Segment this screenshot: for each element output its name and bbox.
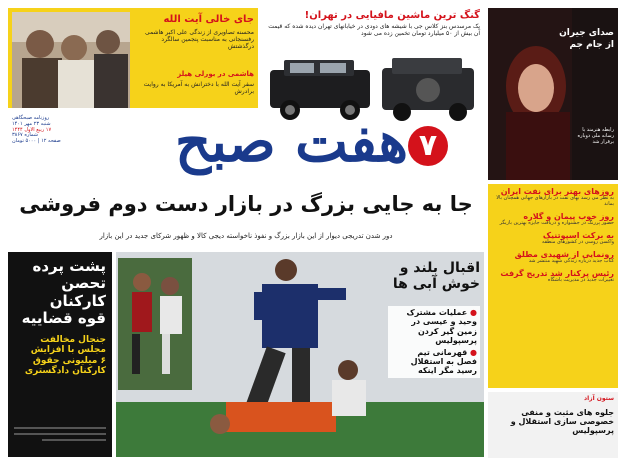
sports-bullet-line: رسید مگر اینکه bbox=[417, 366, 477, 376]
left-panel-body-line: کارکنان دادگستری bbox=[24, 366, 106, 377]
bullet-icon: ● bbox=[467, 347, 477, 357]
logo-text: هفت صبح bbox=[175, 109, 408, 175]
sports-bullet-line: فصل به استقلال bbox=[410, 357, 477, 367]
logo-digit: ۷ bbox=[418, 128, 438, 163]
edition-info-line: شماره ۳۸۶۷ bbox=[12, 132, 38, 139]
logo[interactable] bbox=[118, 110, 448, 188]
rafsanjani-photo-illustration bbox=[12, 12, 130, 108]
bottom-right-column[interactable] bbox=[488, 392, 618, 458]
top-left-subheadline: هاشمی در بورلی هیلز bbox=[177, 70, 254, 78]
main-subheadline: دور شدن تدریجی دیوار از این بازار بزرگ و نفوذ ناخواسته دیجی کالا و ظهور شرکای جدید در این بازار bbox=[99, 232, 393, 240]
right-news-item-title: به برکت اسپوتنیک bbox=[542, 230, 614, 240]
left-panel-title bbox=[14, 258, 106, 327]
right-news-item[interactable] bbox=[492, 250, 614, 265]
right-news-item-title: رونمایی از شهیدی مطلق bbox=[514, 249, 614, 259]
fineprint-line bbox=[42, 439, 106, 441]
right-column bbox=[488, 8, 618, 388]
left-panel-fineprint bbox=[14, 423, 106, 451]
left-panel-title-line: تحصن bbox=[61, 274, 106, 293]
logo-digit-badge bbox=[408, 126, 448, 166]
sports-title-line: خوش آبی ها bbox=[392, 276, 480, 293]
right-news-item-body: کتاب جدید درباره زندگی شهید منتشر شد bbox=[528, 257, 614, 264]
right-news-item[interactable] bbox=[492, 212, 614, 227]
top-left-headline: جای خالی آیت الله bbox=[163, 14, 254, 25]
edition-info bbox=[12, 116, 82, 145]
right-news-item-body: واکسن روسی در کشورهای منطقه bbox=[541, 238, 614, 245]
edition-info-line: صفحه ۱۲ | ۵۰۰۰ تومان bbox=[12, 138, 61, 144]
right-news-item[interactable] bbox=[492, 269, 614, 284]
left-panel-body-line: مجلس با افزایش bbox=[30, 345, 106, 356]
sports-bullets bbox=[388, 306, 480, 377]
left-story-panel[interactable] bbox=[8, 252, 112, 457]
sports-bullet-line bbox=[391, 348, 477, 357]
masthead bbox=[8, 110, 484, 190]
actress-caption-title: صدای جیران bbox=[559, 28, 614, 38]
sports-bullet-line: وحید و عیسی در bbox=[411, 317, 477, 327]
top-left-subbody: سفر آیت الله با دخترانش به آمریکا به روایت برادرش bbox=[143, 81, 254, 95]
left-panel-title-line: کارکنان bbox=[49, 291, 106, 310]
column-title: جلوه های مثبت و منفی خصوصی سازی استقلال و پرسپولیس bbox=[510, 408, 614, 436]
actress-side-text: رابطه هنرمند با رسانه ملی دوباره برقرار شد bbox=[577, 127, 614, 145]
right-news-item[interactable] bbox=[492, 231, 614, 246]
left-panel-title-line: قوه قضاییه bbox=[21, 308, 106, 327]
left-panel-body-line: ۶ میلیونی حقوق bbox=[32, 355, 106, 366]
sports-bullet-text: قهرمانی تیم bbox=[417, 347, 468, 357]
rafsanjani-photo bbox=[12, 12, 130, 108]
left-panel-body bbox=[14, 335, 106, 376]
edition-info-line: شنبه ۲۳ مهر ۱۴۰۱ bbox=[12, 120, 51, 127]
right-news-item-title: روز خوب پیمان و گلاره bbox=[523, 211, 614, 221]
top-left-story-panel bbox=[8, 8, 258, 108]
left-panel-body-line: جنجال مخالفت bbox=[40, 335, 106, 345]
right-news-item-title: روزهای بهتر برای نفت ایران bbox=[500, 187, 614, 196]
sports-bullet-text: عملیات مشترک bbox=[406, 308, 468, 318]
car-story-body: یک مرسدس بنز کلاس جی با شیشه های دودی در خیابانهای تهران دیده شده که قیمت آن بیش از ۵۰ میلیارد تومان تخمین زده می شود bbox=[268, 23, 480, 37]
sports-bullet-line: پرسپولیس bbox=[435, 335, 477, 345]
column-label: ستون آزاد bbox=[584, 395, 614, 402]
car-story-headline: گنگ ترین ماشین مافیایی در تهران! bbox=[304, 10, 480, 21]
sports-bullet-line bbox=[391, 308, 477, 317]
right-news-item-body: تغییرات جدید در مدیریت باشگاه bbox=[547, 276, 614, 283]
right-news-list bbox=[488, 184, 618, 388]
edition-info-line: روزنامه صبحگاهی bbox=[12, 115, 50, 121]
fineprint-line bbox=[14, 427, 106, 429]
right-news-item-body: به نظر می رسد بهای نفت در بازارهای جهانی همچنان بالا بماند bbox=[496, 195, 614, 207]
actress-caption-sub: از جام جم bbox=[569, 40, 614, 50]
bullet-icon: ● bbox=[467, 308, 477, 318]
left-panel-title-line: پشت پرده bbox=[32, 257, 106, 275]
top-left-body: محسنه تصاویری از زندگی علی اکبر هاشمی رفسنجانی به مناسبت پنجمین سالگرد درگذشتش bbox=[144, 29, 254, 50]
edition-info-line: ۱۷ ربیع الاول ۱۴۴۴ bbox=[12, 126, 52, 133]
right-news-item-title: رئیس پرکنار شد تدریج گرفت bbox=[500, 268, 614, 278]
main-headline[interactable]: جا به جایی بزرگ در بازار دست دوم فروشی bbox=[19, 192, 473, 216]
fineprint-line bbox=[14, 433, 106, 435]
right-news-item-body: حضور پررنگ در جشنواره و دریافت جایزه بهترین بازیگر bbox=[499, 219, 614, 226]
right-news-item[interactable] bbox=[492, 187, 614, 208]
sports-title-line: اقبال بلند و bbox=[399, 260, 480, 276]
sports-bullet-line: زمین گیر کردن bbox=[417, 326, 477, 336]
sports-story[interactable] bbox=[388, 260, 480, 450]
